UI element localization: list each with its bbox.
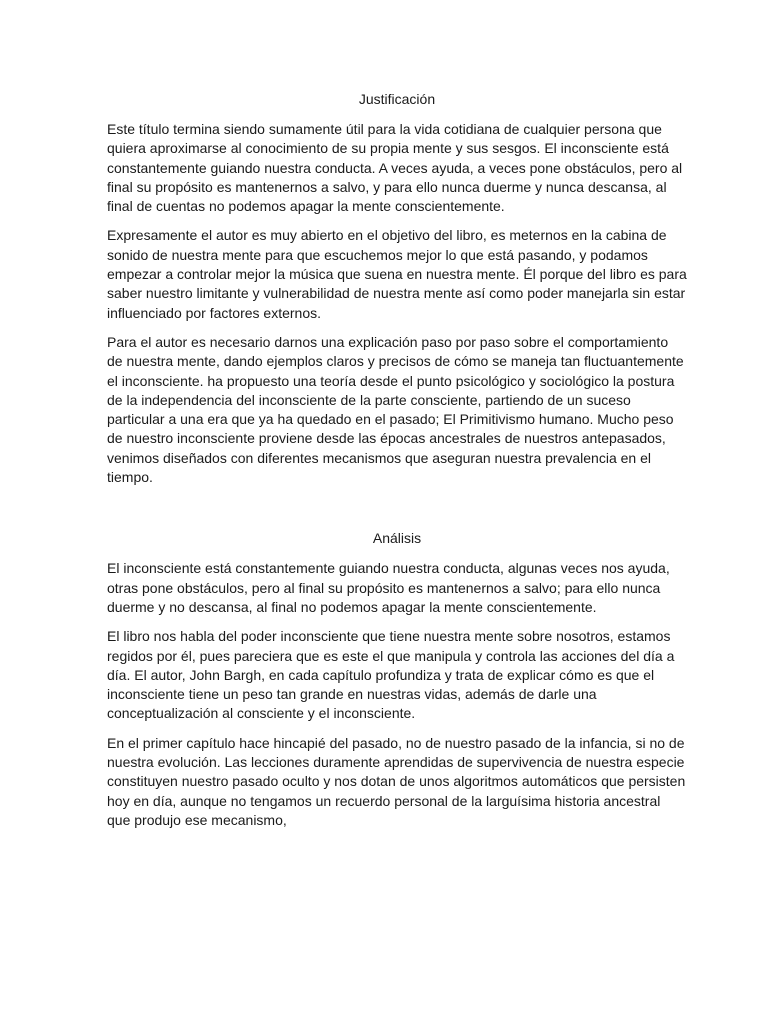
document-page [107, 90, 687, 840]
paragraph: El inconsciente está constantemente guiando nuestra conducta, algunas veces nos ayuda, otras pone obstáculos, pero al final su propósito es mantenernos a salvo; para ello nunca duerme y no descansa, al final no podemos apagar la mente conscientemente. [107, 560, 670, 615]
section-analisis [107, 529, 687, 830]
paragraph: Este título termina siendo sumamente útil para la vida cotidiana de cualquier persona que quiera aproximarse al conocimiento de su propia mente y sus sesgos. El inconsciente está constantemente guiando nuestra conducta. A veces ayuda, a veces pone obstáculos, pero al final su propósito es mantenernos a salvo, y para ello nunca duerme y nunca descansa, al final de cuentas no podemos apagar la mente conscientemente. [107, 121, 683, 215]
paragraph: En el primer capítulo hace hincapié del pasado, no de nuestro pasado de la infancia, si no de nuestra evolución. Las lecciones duramente aprendidas de supervivencia de nuestra especie constituyen nuestro pasado oculto y nos dotan de unos algoritmos automáticos que persisten hoy en día, aunque no tengamos un recuerdo personal de la larguísima historia ancestral que produjo ese mecanismo, [107, 734, 686, 828]
section-justificacion [107, 90, 687, 487]
section-heading: Justificación [358, 91, 436, 107]
paragraph: Expresamente el autor es muy abierto en el objetivo del libro, es meternos en la cabina de sonido de nuestra mente para que escuchemos mejor lo que está pasando, y podamos empezar a controlar mejor la música que suena en nuestra mente. Él porque del libro es para saber nuestro limitante y vulnerabilidad de nuestra mente así como poder manejarla sin estar influenciado por factores externos. [107, 227, 687, 321]
section-spacer [107, 497, 687, 529]
paragraph: El libro nos habla del poder inconsciente que tiene nuestra mente sobre nosotros, estamos regidos por él, pues pareciera que es este el que manipula y controla las acciones del día a día. El autor, John Bargh, en cada capítulo profundiza y trata de explicar cómo es que el inconsciente tiene un peso tan grande en nuestras vidas, además de darle una conceptualización al consciente y el inconsciente. [107, 628, 675, 722]
paragraph: Para el autor es necesario darnos una explicación paso por paso sobre el comportamiento de nuestra mente, dando ejemplos claros y precisos de cómo se maneja tan fluctuantemente el inconsciente. ha propuesto una teoría desde el punto psicológico y sociológico la postura de la independencia del inconsciente de la parte consciente, partiendo de un suceso particular a una era que ya ha quedado en el pasado; El Primitivismo humano. Mucho peso de nuestro inconsciente proviene desde las épocas ancestrales de nuestros antepasados, venimos diseñados con diferentes mecanismos que aseguran nuestra prevalencia en el tiempo. [107, 333, 684, 486]
section-heading: Análisis [372, 530, 422, 547]
